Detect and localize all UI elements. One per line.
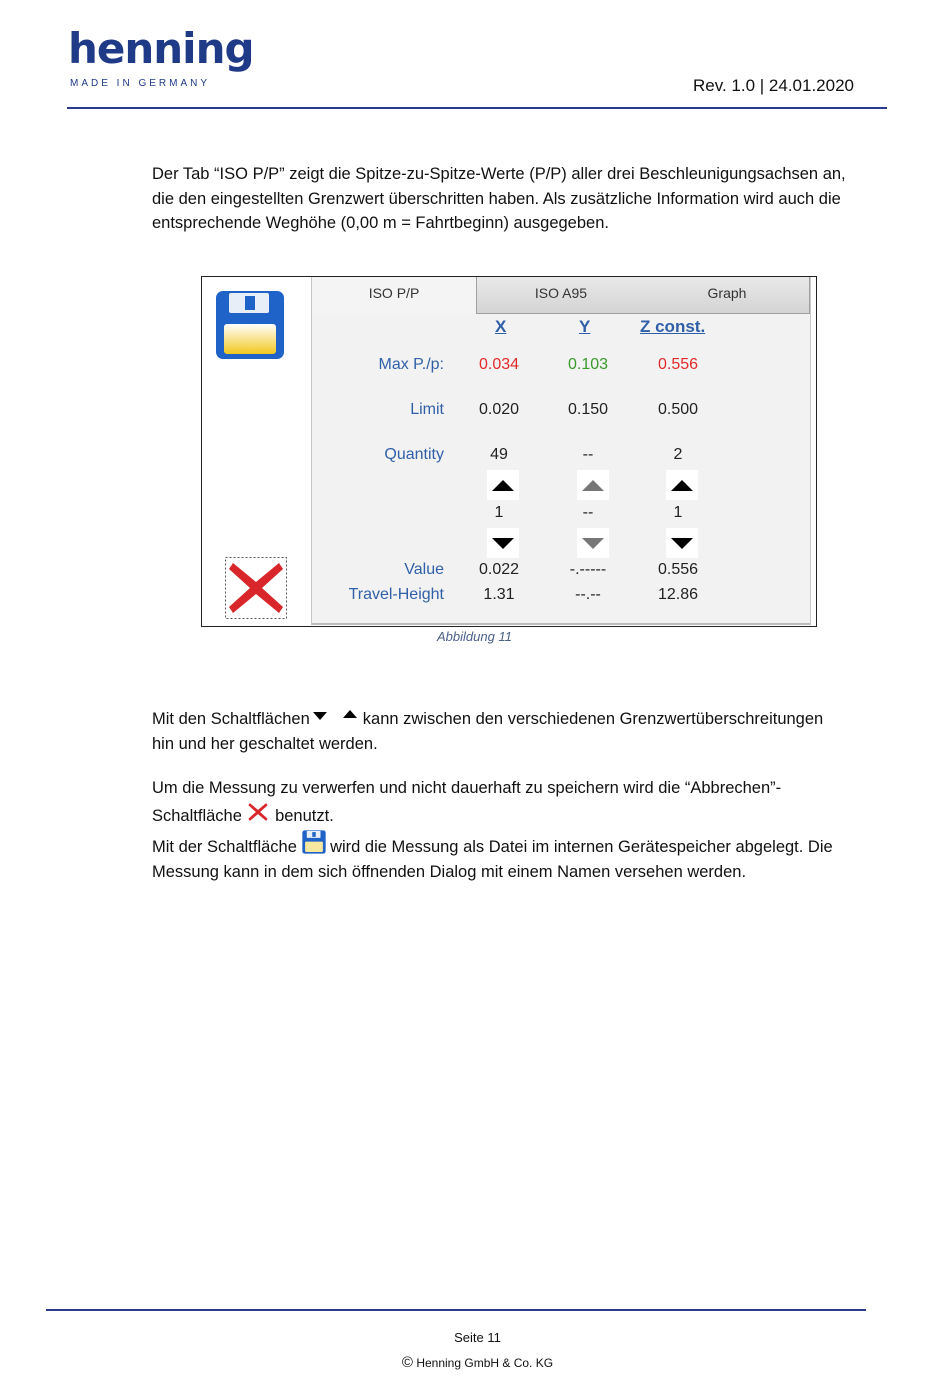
cancel-x-icon — [246, 801, 270, 823]
floppy-disk-icon[interactable] — [215, 290, 285, 360]
arrow-down-icon — [492, 538, 514, 549]
arrow-down-x-button[interactable] — [487, 528, 519, 558]
arrow-down-z-button[interactable] — [666, 528, 698, 558]
column-header-z: Z const. — [640, 317, 706, 336]
label-value: Value — [404, 561, 444, 578]
cancel-x-icon[interactable] — [225, 557, 287, 619]
logo-tagline: MADE IN GERMANY — [70, 78, 211, 89]
travel-height-z: 12.86 — [657, 586, 699, 603]
revision-date: Rev. 1.0 | 24.01.2020 — [693, 76, 854, 95]
arrow-up-x-button[interactable] — [487, 470, 519, 500]
tab-iso-a95[interactable]: ISO A95 — [476, 277, 646, 314]
paragraph-cancel-line2 — [152, 801, 872, 829]
arrow-down-icon — [313, 712, 327, 720]
index-x: 1 — [494, 504, 504, 521]
limit-z: 0.500 — [657, 401, 699, 418]
page-number: Seite 11 — [454, 1330, 501, 1345]
para2-line2: hin und her geschaltet werden. — [152, 734, 378, 753]
iso-pp-panel — [311, 277, 811, 625]
tab-graph[interactable]: Graph — [645, 277, 810, 314]
arrow-up-icon — [582, 480, 604, 491]
quantity-z: 2 — [673, 446, 683, 463]
label-limit: Limit — [410, 401, 444, 418]
para4-line2: Messung kann in dem sich öffnenden Dialog mit einem Namen versehen werden. — [152, 862, 747, 881]
travel-height-y: --.-- — [575, 586, 601, 603]
column-header-x: X — [495, 317, 507, 336]
arrow-up-icon — [343, 710, 357, 718]
travel-height-x: 1.31 — [483, 586, 515, 603]
value-y: -.----- — [569, 561, 607, 578]
para3-line2-suffix: benutzt. — [275, 807, 334, 825]
label-travel-height: Travel-Height — [348, 586, 444, 603]
arrow-up-z-button[interactable] — [666, 470, 698, 500]
paragraph-save — [152, 830, 872, 884]
column-header-y: Y — [579, 317, 591, 336]
floppy-disk-icon — [302, 830, 326, 854]
max-pp-z: 0.556 — [657, 356, 699, 373]
quantity-y: -- — [582, 446, 594, 463]
para3-line1: Um die Messung zu verwerfen und nicht dauerhaft zu speichern wird die “Abbrechen”- — [152, 779, 782, 797]
arrow-down-icon — [582, 538, 604, 549]
para2-prefix: Mit den Schaltflächen — [152, 710, 310, 728]
limit-x: 0.020 — [478, 401, 520, 418]
value-z: 0.556 — [657, 561, 699, 578]
figure-caption: Abbildung 11 — [437, 629, 512, 644]
index-y: -- — [582, 504, 594, 521]
max-pp-y: 0.103 — [567, 356, 609, 373]
quantity-x: 49 — [490, 446, 508, 463]
para4-suffix: wird die Messung als Datei im internen Gerätespeicher abgelegt. Die — [330, 838, 833, 856]
paragraph-cancel — [152, 776, 872, 801]
paragraph-navigation — [152, 707, 872, 756]
label-max-pp: Max P./p: — [378, 356, 444, 373]
tab-iso-pp[interactable]: ISO P/P — [312, 277, 476, 313]
figure-iso-pp-screenshot — [201, 276, 817, 627]
copyright — [0, 1354, 950, 1371]
footer-rule — [46, 1309, 866, 1311]
logo-wordmark: henning — [68, 24, 254, 73]
header-rule — [67, 107, 887, 109]
arrow-up-y-button[interactable] — [577, 470, 609, 500]
copyright-text: Henning GmbH & Co. KG — [416, 1356, 554, 1370]
limit-y: 0.150 — [567, 401, 609, 418]
para3-line2-prefix: Schaltfläche — [152, 807, 242, 825]
para2-suffix: kann zwischen den verschiedenen Grenzwertüberschreitungen — [362, 710, 824, 728]
arrow-down-icon — [671, 538, 693, 549]
intro-paragraph: Der Tab “ISO P/P” zeigt die Spitze-zu-Spitze-Werte (P/P) aller drei Beschleunigungsachsen an, die den eingestellten Grenzwert überschritten haben. Als zusätzliche Information wird auch die entsprechende Weghöhe (0,00 m = Fahrtbeginn) ausgegeben. — [152, 165, 846, 232]
arrow-down-y-button[interactable] — [577, 528, 609, 558]
arrow-up-icon — [492, 480, 514, 491]
para4-prefix: Mit der Schaltfläche — [152, 838, 297, 856]
copyright-symbol: © — [401, 1354, 413, 1371]
label-quantity: Quantity — [384, 446, 444, 463]
arrow-up-icon — [671, 480, 693, 491]
value-x: 0.022 — [478, 561, 520, 578]
index-z: 1 — [673, 504, 683, 521]
max-pp-x: 0.034 — [478, 356, 520, 373]
